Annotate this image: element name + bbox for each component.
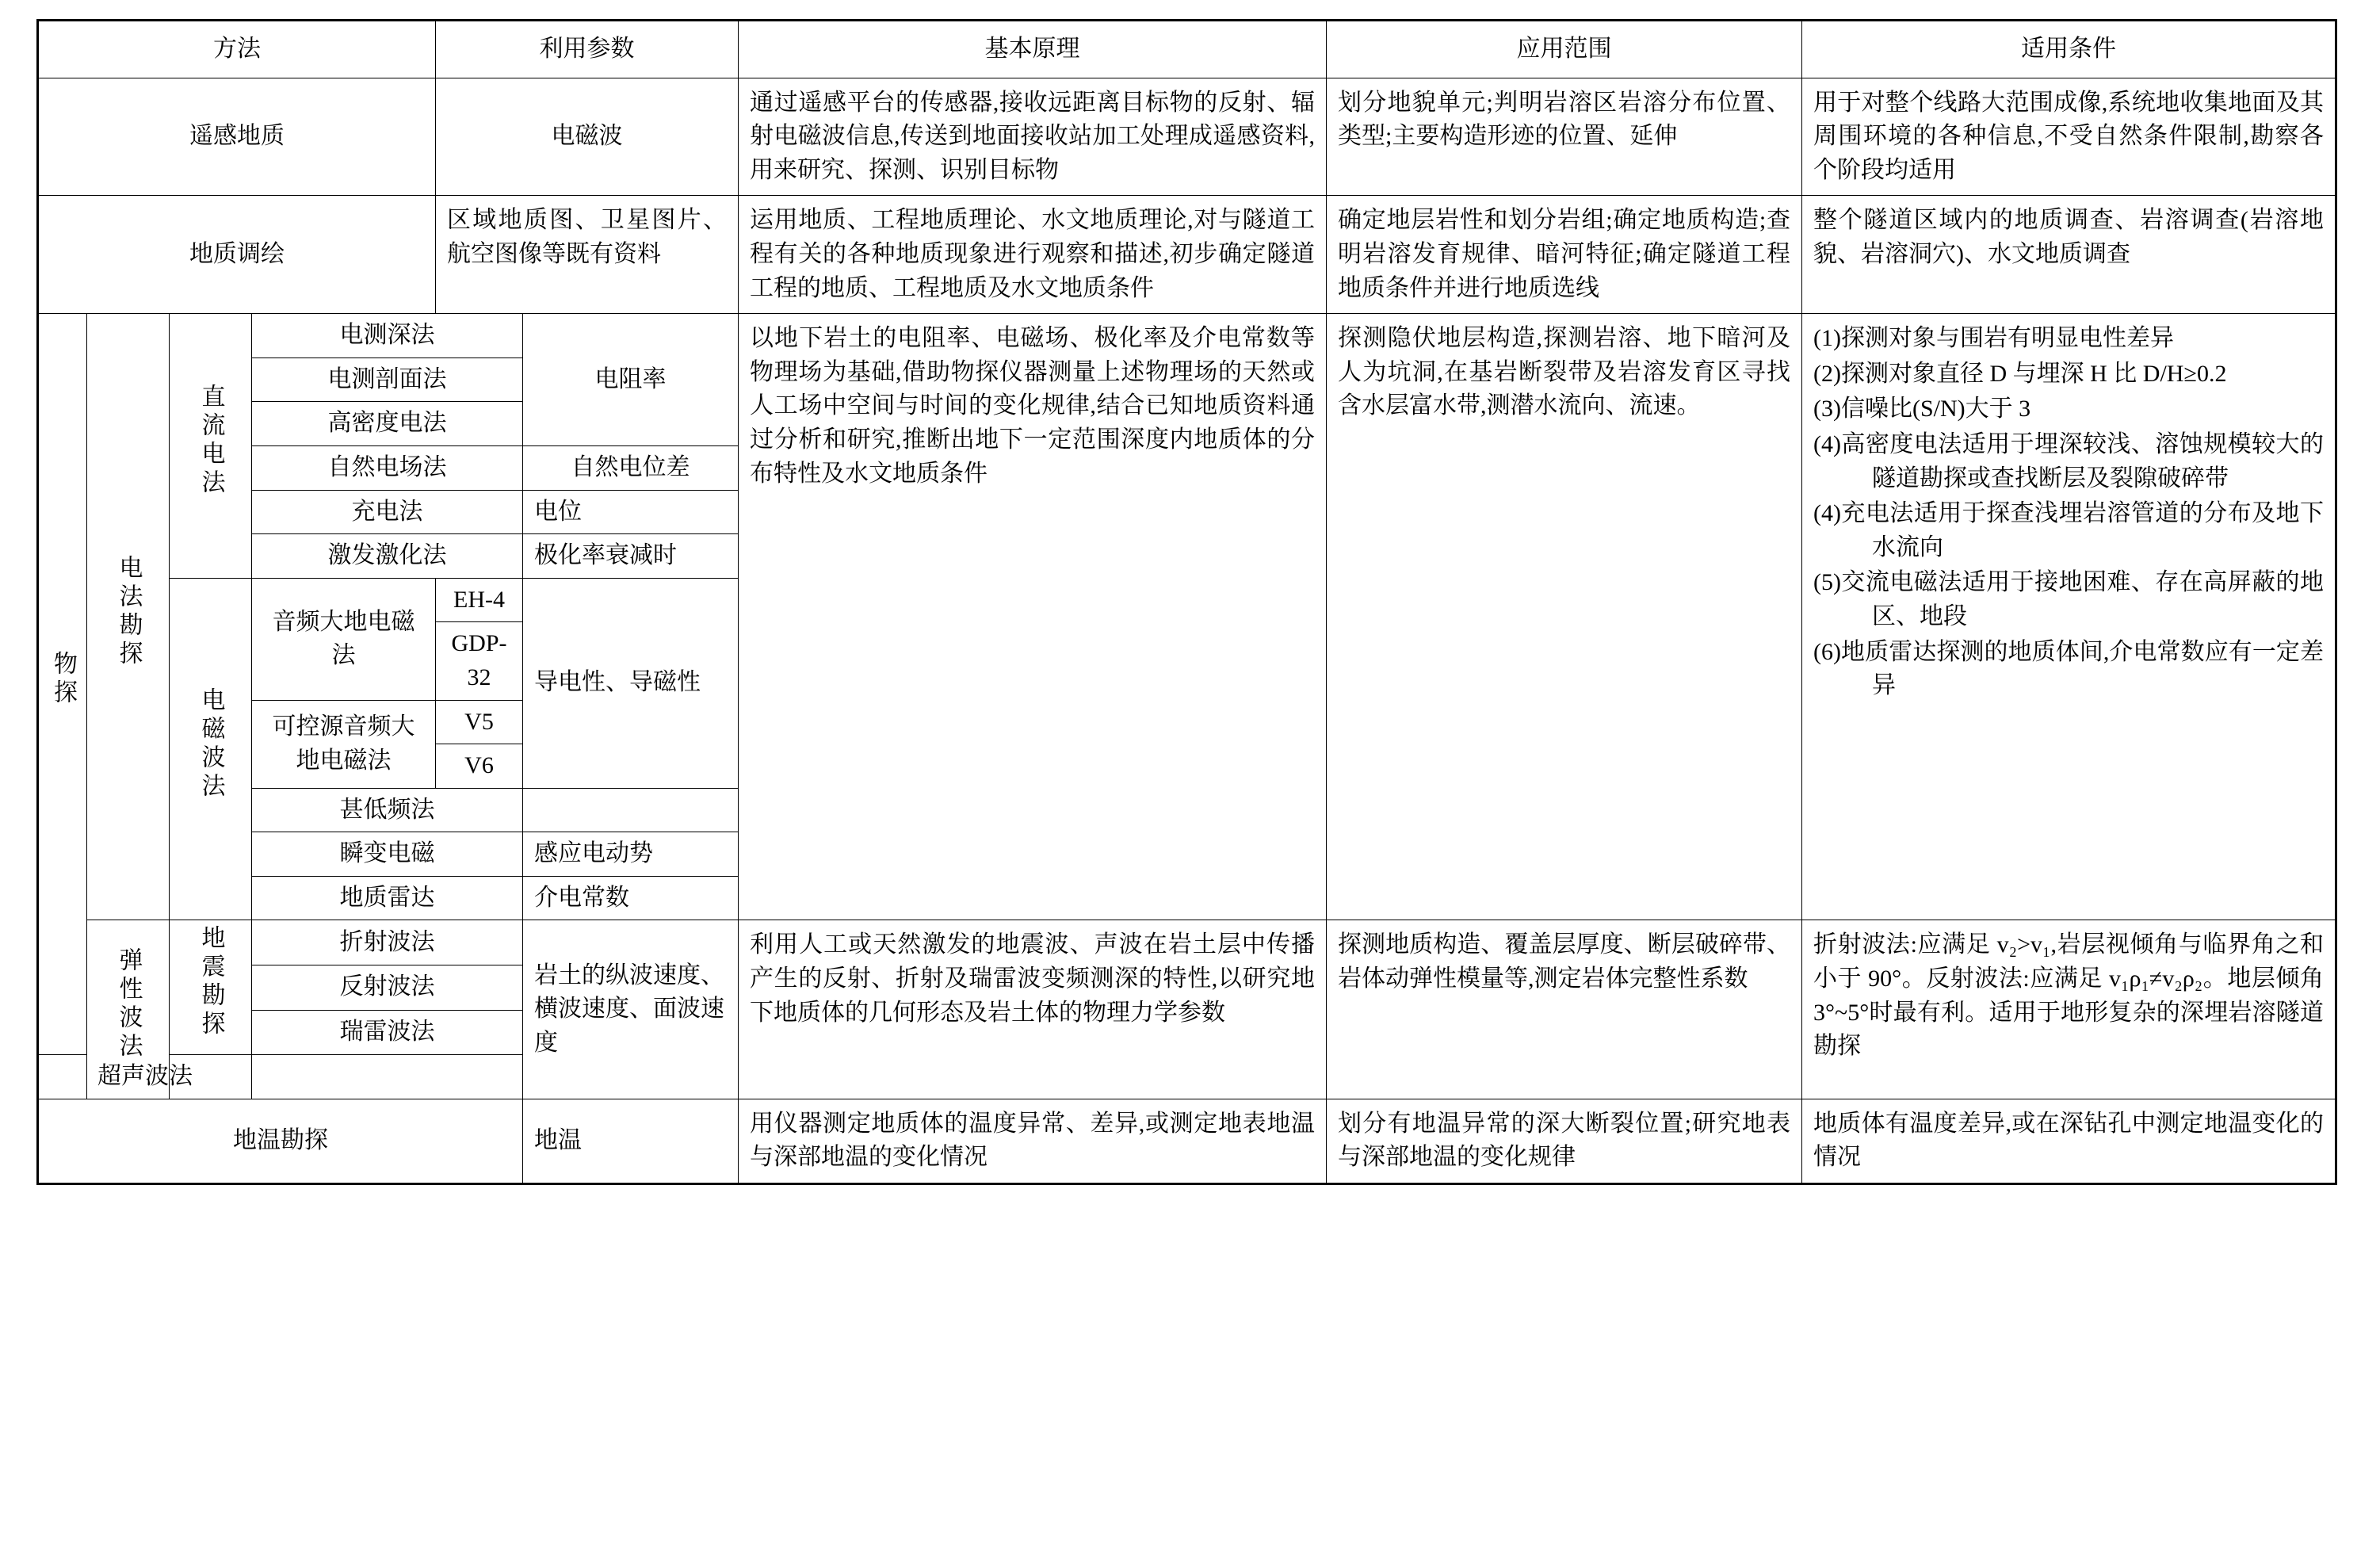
geothermal-params: 地温: [523, 1099, 739, 1183]
seismic-method-1: 反射波法: [252, 965, 523, 1011]
em-subtype-0: EH-4: [436, 578, 523, 622]
geothermal-method: 地温勘探: [38, 1099, 523, 1183]
rs-params: 电磁波: [436, 78, 739, 196]
ultrasonic-method: 超声波法: [38, 1055, 252, 1099]
header-row: [38, 21, 2336, 78]
rs-scope: 划分地貌单元;判明岩溶区岩溶分布位置、类型;主要构造形迹的位置、延伸: [1327, 78, 1802, 196]
elastic-condition: 折射波法:应满足 v₂>v₁,岩层视倾角与临界角之和小于 90°。反射波法:应满足 v₁ρ₁≠v₂ρ₂。地层倾角 3°~5°时最有利。适用于地形复杂的深埋岩溶隧道勘探: [1802, 920, 2336, 1099]
em-param-2: 介电常数: [523, 876, 739, 920]
electric-condition-5: (5)交流电磁法适用于接地困难、存在高屏蔽的地区、地段: [1813, 569, 2324, 629]
group-geophysics-label: 物探: [50, 650, 76, 708]
dc-method-0: 电测深法: [252, 314, 523, 358]
seismic-method-2: 瑞雷波法: [252, 1010, 523, 1055]
em-method-4: 地质雷达: [252, 876, 523, 920]
electric-condition-3: (4)高密度电法适用于埋深较浅、溶蚀规模较大的隧道勘探或查找断层及裂隙破碎带: [1813, 430, 2324, 491]
dc-param-3: 极化率衰减时: [523, 534, 739, 579]
electric-conditions: [1802, 314, 2336, 920]
em-method-0: 音频大地电磁法: [252, 578, 436, 700]
electric-condition-6: (6)地质雷达探测的地质体间,介电常数应有一定差异: [1813, 638, 2324, 699]
electric-condition-4: (4)充电法适用于探查浅埋岩溶管道的分布及地下水流向: [1813, 500, 2324, 560]
col-header-scope: 应用范围: [1327, 21, 1802, 78]
rs-method: 遥感地质: [38, 78, 436, 196]
row-elastic-1: [38, 920, 2336, 965]
main-table: [36, 19, 2337, 1185]
gm-method: 地质调绘: [38, 196, 436, 314]
geothermal-condition: 地质体有温度差异,或在深钻孔中测定地温变化的情况: [1802, 1099, 2336, 1183]
electric-condition-0: (1)探测对象与围岩有明显电性差异: [1813, 325, 2174, 352]
electric-condition-1: (2)探测对象直径 D 与埋深 H 比 D/H≥0.2: [1813, 360, 2227, 387]
group-em-label: 电磁波法: [197, 686, 224, 801]
em-param-0: 导电性、导磁性: [523, 578, 739, 788]
dc-method-2: 高密度电法: [252, 402, 523, 446]
elastic-principle: 利用人工或天然激发的地震波、声波在岩土层中传播产生的反射、折射及瑞雷波变频测深的特性,以研究地下地质体的几何形态及岩土体的物理力学参数: [739, 920, 1327, 1099]
rs-principle: 通过遥感平台的传感器,接收远距离目标物的反射、辐射电磁波信息,传送到地面接收站加工处理成遥感资料,用来研究、探测、识别目标物: [739, 78, 1327, 196]
col-header-principle: 基本原理: [739, 21, 1327, 78]
dc-method-4: 充电法: [252, 490, 523, 534]
electric-condition-2: (3)信噪比(S/N)大于 3: [1813, 396, 2031, 422]
em-method-2: 甚低频法: [252, 788, 523, 832]
dc-method-3: 自然电场法: [252, 445, 523, 490]
group-dc: [170, 314, 252, 579]
dc-param-0: 电阻率: [523, 314, 739, 446]
dc-param-2: 电位: [523, 490, 739, 534]
col-header-method: 方法: [38, 21, 436, 78]
electric-scope: 探测隐伏地层构造,探测岩溶、地下暗河及人为坑洞,在基岩断裂带及岩溶发育区寻找含水层富水带,测潜水流向、流速。: [1327, 314, 1802, 920]
row-geothermal: [38, 1099, 2336, 1183]
electric-principle: 以地下岩土的电阻率、电磁场、极化率及介电常数等物理场为基础,借助物探仪器测量上述物理场的天然或人工场中空间与时间的变化规律,结合已知地质资料通过分析和研究,推断出地下一定范围深度内地质体的分布特性及水文地质条件: [739, 314, 1327, 920]
em-subtype-2: V5: [436, 700, 523, 744]
row-remote-sensing: [38, 78, 2336, 196]
group-electric-label: 电法勘探: [115, 555, 142, 670]
col-header-condition: 适用条件: [1802, 21, 2336, 78]
dc-param-1: 自然电位差: [523, 445, 739, 490]
gm-params: 区域地质图、卫星图片、航空图像等既有资料: [436, 196, 739, 314]
em-param-1: 感应电动势: [523, 832, 739, 877]
seismic-method-0: 折射波法: [252, 920, 523, 965]
em-method-1: 可控源音频大地电磁法: [252, 700, 436, 788]
dc-method-5: 激发激化法: [252, 534, 523, 579]
elastic-params: 岩土的纵波速度、横波速度、面波速度: [523, 920, 739, 1099]
group-elastic-label: 弹性波法: [115, 947, 142, 1062]
group-em: [170, 578, 252, 920]
row-geological-mapping: [38, 196, 2336, 314]
col-header-params: 利用参数: [436, 21, 739, 78]
geothermal-principle: 用仪器测定地质体的温度异常、差异,或测定地表地温与深部地温的变化情况: [739, 1099, 1327, 1183]
group-seismic-label: 地震勘探: [197, 925, 224, 1040]
gm-condition: 整个隧道区域内的地质调查、岩溶调查(岩溶地貌、岩溶洞穴)、水文地质调查: [1802, 196, 2336, 314]
elastic-scope: 探测地质构造、覆盖层厚度、断层破碎带、岩体动弹性模量等,测定岩体完整性系数: [1327, 920, 1802, 1099]
rs-condition: 用于对整个线路大范围成像,系统地收集地面及其周围环境的各种信息,不受自然条件限制,勘察各个阶段均适用: [1802, 78, 2336, 196]
geothermal-scope: 划分有地温异常的深大断裂位置;研究地表与深部地温的变化规律: [1327, 1099, 1802, 1183]
group-electric: [87, 314, 170, 920]
dc-method-1: 电测剖面法: [252, 358, 523, 402]
em-subtype-1: GDP-32: [436, 622, 523, 700]
em-subtype-3: V6: [436, 744, 523, 789]
gm-principle: 运用地质、工程地质理论、水文地质理论,对与隧道工程有关的各种地质现象进行观察和描述,初步确定隧道工程的地质、工程地质及水文地质条件: [739, 196, 1327, 314]
em-method-3: 瞬变电磁: [252, 832, 523, 877]
group-geophysics: [38, 314, 87, 1055]
gm-scope: 确定地层岩性和划分岩组;确定地质构造;查明岩溶发育规律、暗河特征;确定隧道工程地质条件并进行地质选线: [1327, 196, 1802, 314]
group-dc-label: 直流电法: [197, 384, 224, 499]
group-seismic: [170, 920, 252, 1055]
row-dc-1: [38, 314, 2336, 358]
